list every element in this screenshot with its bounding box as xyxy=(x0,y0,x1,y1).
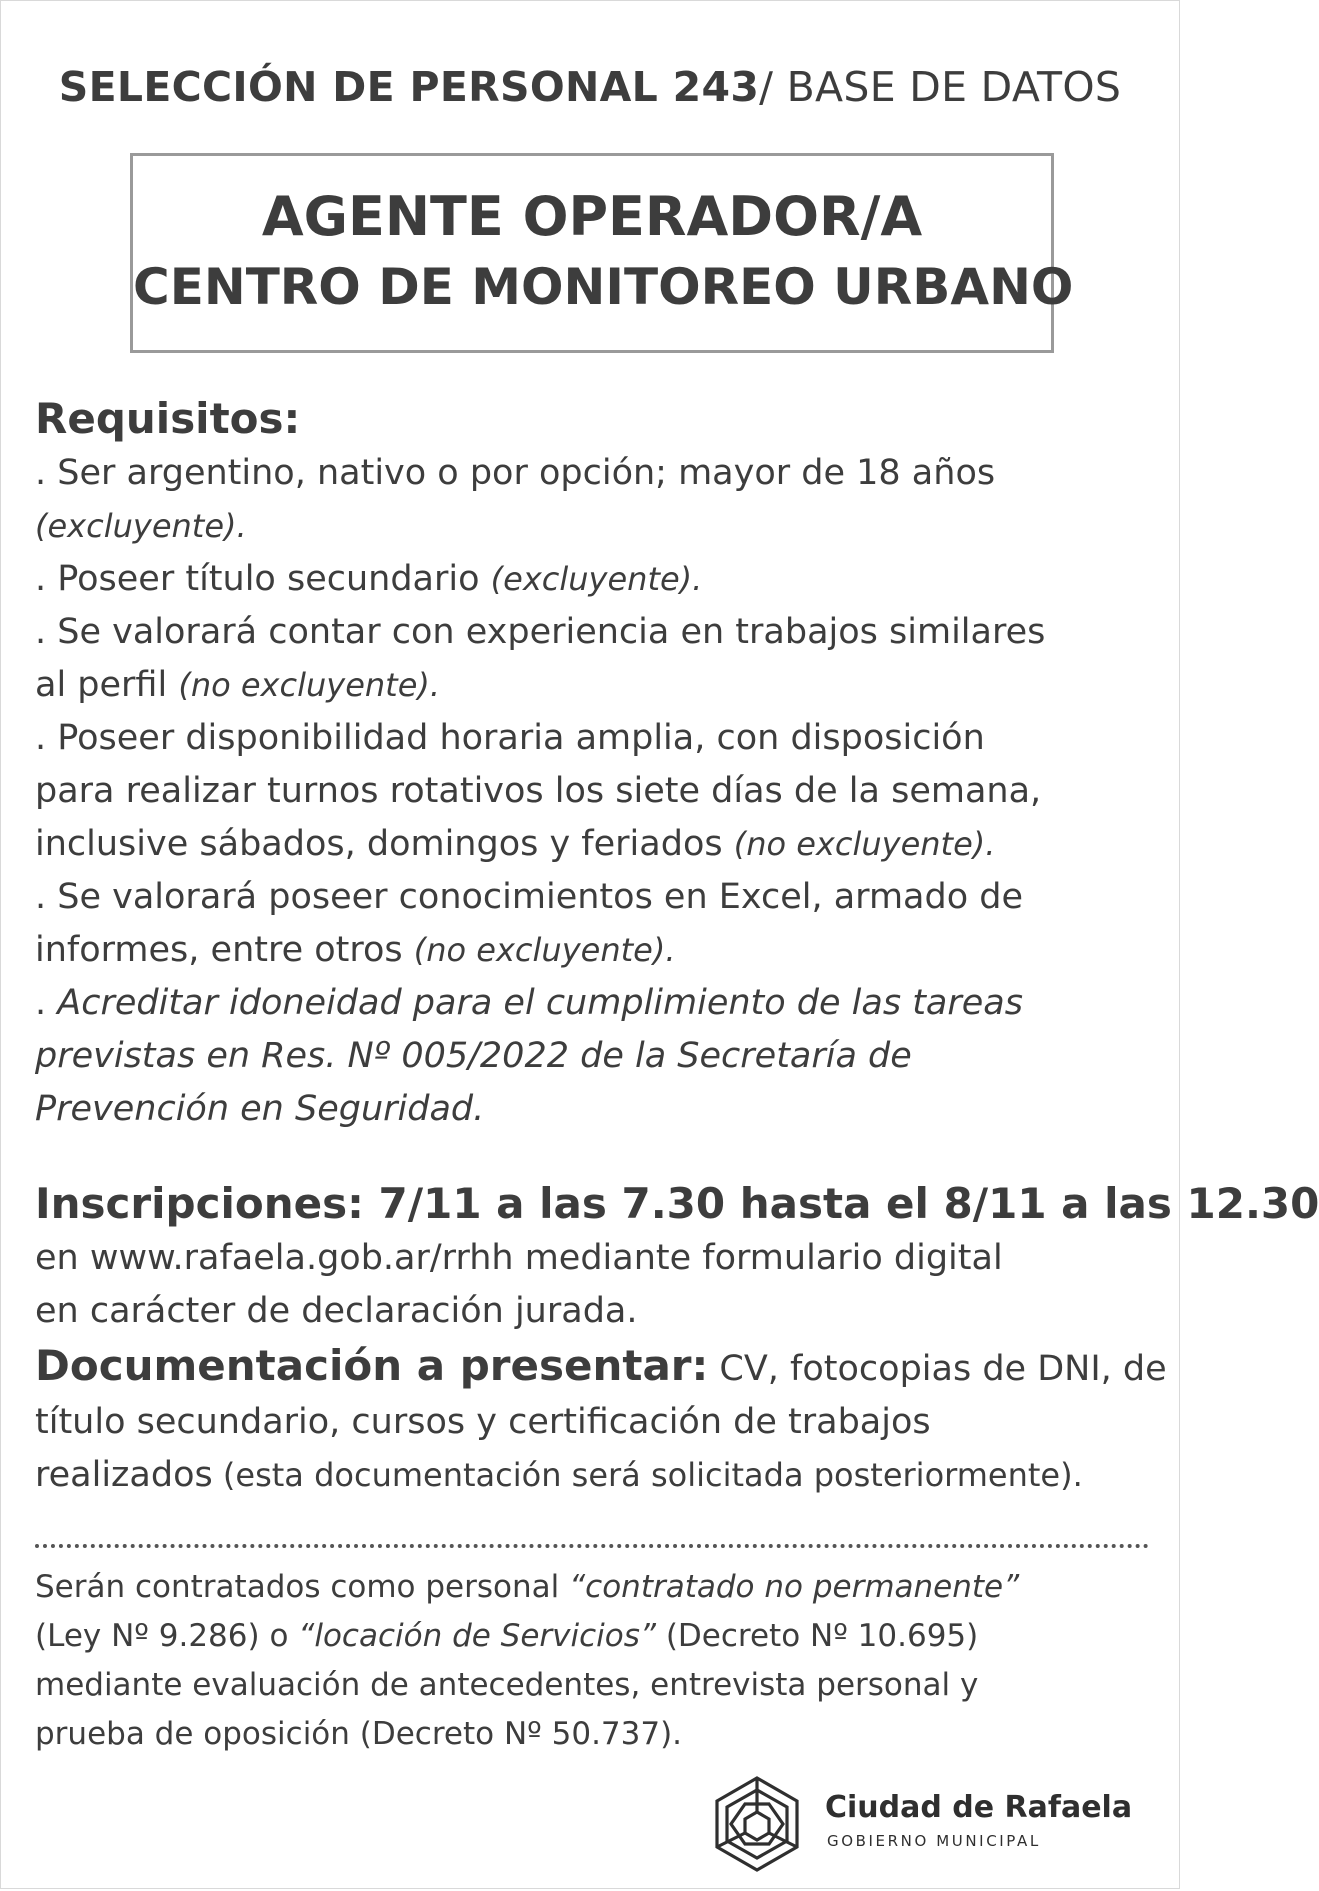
documentation-line-1 xyxy=(35,1338,1167,1396)
logo-subtitle: GOBIERNO MUNICIPAL xyxy=(827,1832,1041,1850)
requirement-3: . Se valorará contar con experiencia en trabajos similares xyxy=(35,612,1046,652)
registration-heading: Inscripciones: 7/11 a las 7.30 hasta el 8/11 a las 12.30 xyxy=(35,1179,1319,1228)
terms-text-2a: (Ley Nº 9.286) o xyxy=(35,1618,299,1654)
requirement-5: . Se valorará poseer conocimientos en Excel, armado de xyxy=(35,877,1023,917)
terms-line-2 xyxy=(35,1612,1159,1661)
position-title-box xyxy=(130,153,1074,353)
documentation-line-2: título secundario, cursos y certificación de trabajos xyxy=(35,1402,931,1442)
terms-text-1: Serán contratados como personal xyxy=(35,1569,570,1605)
requirement-6-cont-1: previstas en Res. Nº 005/2022 de la Secretaría de xyxy=(35,1036,912,1076)
position-subtitle: CENTRO DE MONITOREO URBANO xyxy=(133,258,1074,316)
position-title: AGENTE OPERADOR/A xyxy=(261,185,923,248)
section-gap xyxy=(35,1136,1159,1176)
requirement-4-qualifier: (no excluyente). xyxy=(733,825,996,863)
terms-line-1 xyxy=(35,1563,1159,1612)
documentation-text-3: realizados xyxy=(35,1455,213,1495)
requirement-3-cont xyxy=(35,659,1159,712)
contract-terms xyxy=(35,1563,1159,1759)
documentation-text-1: CV, fotocopias de DNI, de xyxy=(708,1349,1167,1389)
requirement-5-qualifier: (no excluyente). xyxy=(413,931,676,969)
requirement-2-text: . Poseer título secundario xyxy=(35,559,491,599)
posting-body xyxy=(35,391,1319,1502)
hexagon-logo-icon xyxy=(707,1774,807,1874)
requirement-5-text: informes, entre otros xyxy=(35,930,414,970)
requirement-4-text: inclusive sábados, domingos y feriados xyxy=(35,824,734,864)
header-database-label: / BASE DE DATOS xyxy=(759,63,1122,111)
registration-line-1: en www.rafaela.gob.ar/rrhh mediante formulario digital xyxy=(35,1238,1003,1278)
terms-line-3: mediante evaluación de antecedentes, entrevista personal y xyxy=(35,1667,979,1703)
terms-quote-1: “contratado no permanente” xyxy=(569,1569,1020,1605)
requirement-6-cont-2: Prevención en Seguridad. xyxy=(35,1089,485,1129)
documentation-line-3 xyxy=(35,1449,1159,1502)
terms-line-4: prueba de oposición (Decreto Nº 50.737). xyxy=(35,1716,683,1752)
requirement-4-cont-1: para realizar turnos rotativos los siete días de la semana, xyxy=(35,771,1042,811)
requirement-5-cont xyxy=(35,924,1159,977)
requirement-1: . Ser argentino, nativo o por opción; mayor de 18 años xyxy=(35,453,996,493)
requirement-4-cont-2 xyxy=(35,818,1159,871)
terms-quote-2: “locación de Servicios” xyxy=(298,1618,656,1654)
requirement-2 xyxy=(35,553,1159,606)
municipal-logo xyxy=(707,1774,1147,1874)
posting-header xyxy=(1,63,1179,111)
requirements-heading: Requisitos: xyxy=(35,394,301,443)
requirement-6-bullet: . xyxy=(35,983,58,1023)
registration-line-2: en carácter de declaración jurada. xyxy=(35,1291,638,1331)
requirement-1-qualifier: (excluyente). xyxy=(35,507,247,545)
terms-text-2b: (Decreto Nº 10.695) xyxy=(655,1618,979,1654)
requirement-4: . Poseer disponibilidad horaria amplia, con disposición xyxy=(35,718,985,758)
requirement-3-text: al perfil xyxy=(35,665,179,705)
requirement-3-qualifier: (no excluyente). xyxy=(178,666,441,704)
requirement-1-note xyxy=(35,500,1159,553)
dotted-divider xyxy=(35,1544,1149,1548)
header-selection-label: SELECCIÓN DE PERSONAL 243 xyxy=(58,63,760,111)
requirement-2-qualifier: (excluyente). xyxy=(490,560,703,598)
documentation-heading: Documentación a presentar: xyxy=(35,1341,709,1390)
requirement-6 xyxy=(35,977,1159,1030)
documentation-note: (esta documentación será solicitada posteriormente). xyxy=(212,1456,1083,1494)
requirement-6-text: Acreditar idoneidad para el cumplimiento de las tareas xyxy=(57,983,1023,1023)
logo-name: Ciudad de Rafaela xyxy=(825,1790,1133,1825)
